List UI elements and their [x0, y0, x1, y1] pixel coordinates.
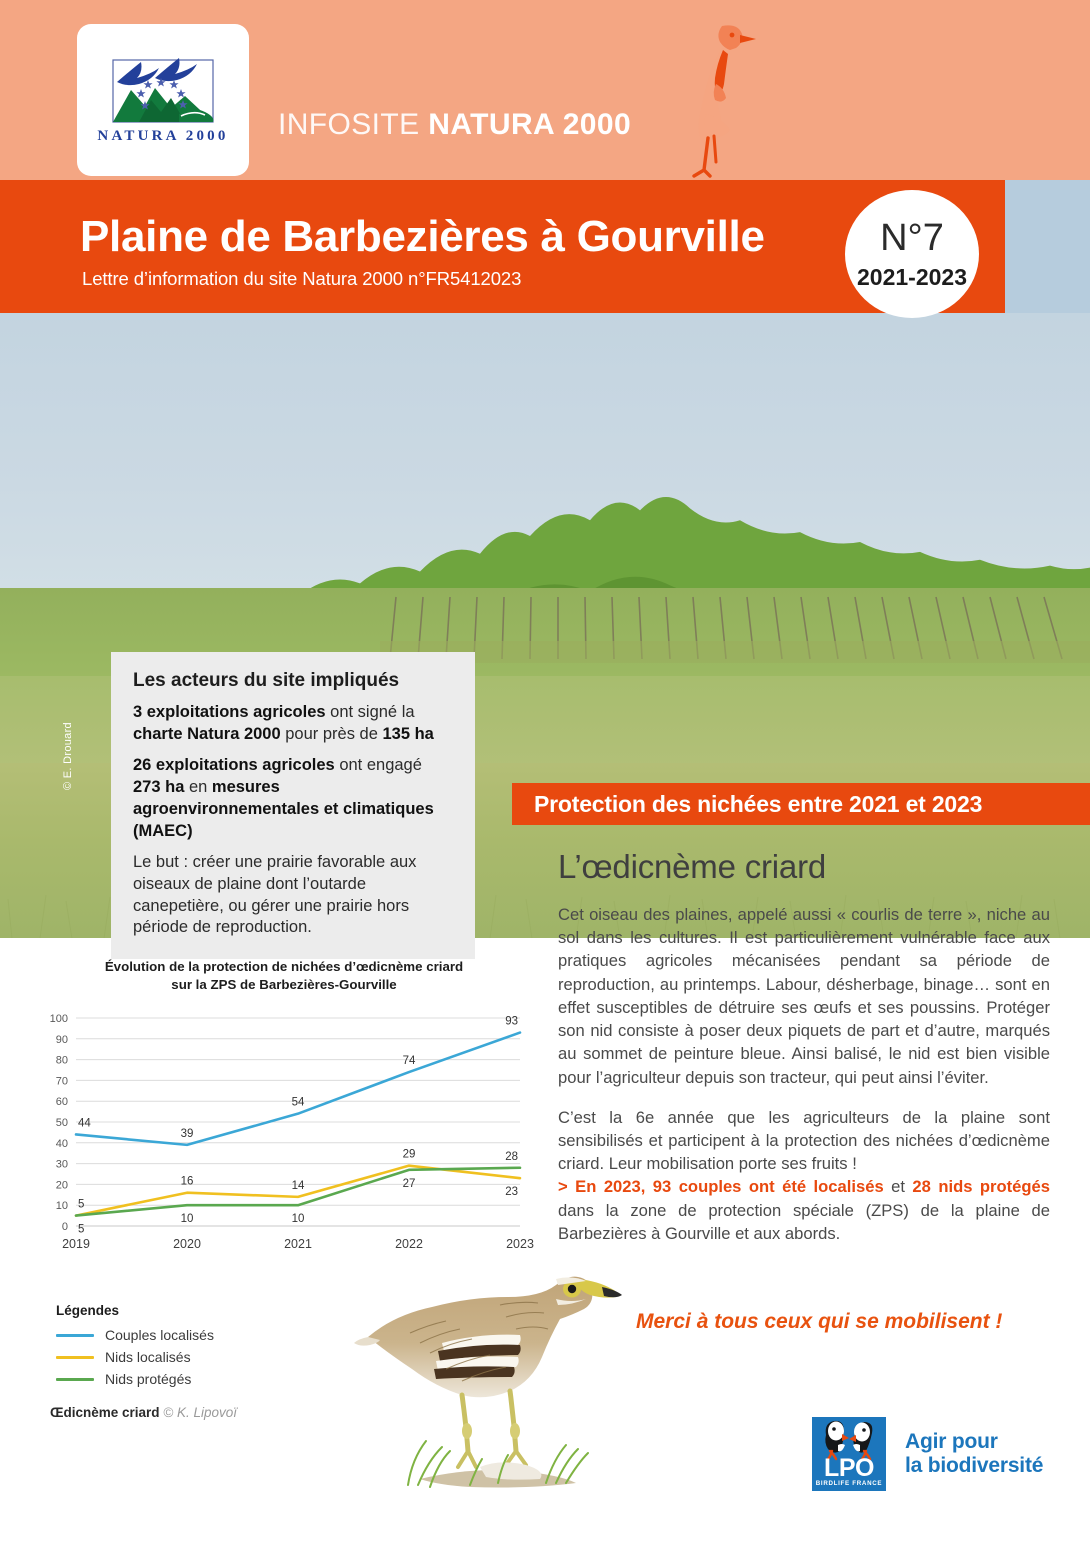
chart-data-label: 74 — [402, 1054, 416, 1067]
info-box-para-1 — [133, 702, 453, 746]
natura2000-logo-icon — [93, 44, 233, 156]
lpo-mark-icon — [812, 1417, 886, 1491]
chart-data-label: 93 — [505, 1015, 518, 1028]
infosite-bold: NATURA 2000 — [428, 108, 632, 141]
chart-x-tick-label: 2022 — [395, 1236, 423, 1251]
article-p3-mid: et — [883, 1177, 913, 1197]
lpo-wordmark: LPO — [824, 1454, 874, 1482]
stone-curlew-header-icon — [660, 18, 770, 178]
legend-item-nids-localises — [56, 1349, 316, 1365]
header-blue-strip — [1005, 180, 1090, 313]
chart-data-label: 28 — [505, 1150, 518, 1163]
article-p3-highlight-1: En 2023, 93 couples ont été localisés — [575, 1177, 884, 1197]
stone-curlew-illustration — [350, 1245, 650, 1505]
legend-label-nids-localises: Nids localisés — [105, 1349, 191, 1365]
legend-item-couples — [56, 1327, 316, 1343]
chart-y-tick-label: 50 — [55, 1116, 68, 1129]
chart-y-tick-label: 20 — [55, 1179, 68, 1192]
chart-y-tick-label: 80 — [55, 1054, 68, 1067]
legend-label-couples: Couples localisés — [105, 1327, 214, 1343]
legend-item-nids-proteges — [56, 1371, 316, 1387]
chart-title — [34, 958, 534, 994]
info-box-p2-c: 273 ha — [133, 777, 185, 796]
chart-y-tick-label: 40 — [55, 1137, 68, 1150]
bird-credit-author: © K. Lipovoï — [163, 1405, 238, 1420]
article-p3-marker: > — [558, 1177, 576, 1197]
chart-y-tick-label: 90 — [55, 1033, 68, 1046]
issue-badge — [845, 190, 979, 318]
info-box-actors — [111, 652, 475, 959]
chart-x-tick-label: 2019 — [62, 1236, 90, 1251]
info-box-para-2 — [133, 755, 453, 843]
bird-illustration-credit — [50, 1405, 237, 1420]
info-box-p2-e: mesures agroenvironnementales et climatiques (MAEC) — [133, 777, 434, 840]
chart-series-line — [76, 1032, 520, 1144]
info-box-p2-d: en — [184, 777, 212, 796]
chart-data-label: 5 — [78, 1198, 85, 1211]
lpo-logo — [812, 1402, 1064, 1506]
line-chart — [34, 1002, 534, 1262]
chart-title-line-1: Évolution de la protection de nichées d’œdicnème criard — [104, 959, 464, 974]
chart-y-tick-label: 30 — [55, 1158, 68, 1171]
lpo-tagline — [905, 1430, 1043, 1479]
chart-legend — [56, 1303, 316, 1393]
chart-data-label: 27 — [402, 1177, 416, 1190]
chart-data-label: 10 — [291, 1213, 305, 1226]
natura2000-wordmark: NATURA 2000 — [97, 128, 229, 144]
chart-x-tick-label: 2020 — [173, 1236, 201, 1251]
issue-years: 2021-2023 — [857, 264, 967, 290]
thanks-message: Merci à tous ceux qui se mobilisent ! — [636, 1310, 1003, 1333]
chart-container — [34, 958, 534, 1258]
infosite-brand — [278, 108, 631, 142]
chart-title-line-2: sur la ZPS de Barbezières-Gourville — [171, 976, 397, 992]
chart-data-label: 39 — [180, 1127, 194, 1140]
chart-y-tick-label: 100 — [49, 1012, 68, 1025]
info-box-para-3: Le but : créer une prairie favorable aux oiseaux de plaine dont l’outarde canepetière, ou gérer une prairie hors période de reproduction. — [133, 852, 417, 937]
chart-data-label: 29 — [402, 1148, 416, 1161]
info-box-p1-c: charte Natura 2000 — [133, 724, 281, 743]
lpo-tagline-line-2: la biodiversité — [905, 1454, 1044, 1477]
chart-data-label: 16 — [180, 1175, 194, 1188]
info-box-p1-d: pour près de — [280, 724, 383, 743]
chart-y-tick-label: 70 — [55, 1075, 68, 1088]
legend-swatch-nids-localises — [56, 1356, 94, 1359]
info-box-p2-b: ont engagé — [334, 755, 422, 774]
photo-credit: © E. Drouard — [62, 722, 74, 790]
info-box-p1-e: 135 ha — [382, 724, 434, 743]
chart-data-label: 44 — [78, 1117, 91, 1130]
natura2000-logo-card — [77, 24, 249, 176]
photo-vineyard-posts — [380, 563, 1090, 663]
article-paragraph-1: Cet oiseau des plaines, appelé aussi « courlis de terre », niche au sol dans les cultures. Il est particulièrement vulnérable face aux pratiques agricoles mécanisées pendant sa période de reproduction, au printemps. Labour, désherbage, binage… sont en effet susceptibles de détruire ses œufs et ses poussins. Protéger son nid consiste à poser deux piquets de part et d’autre, marqués au sommet de peinture bleue. Ainsi balisé, le nid est bien visible pour l’agriculteur depuis son tracteur, qui peut ainsi l’éviter. — [558, 905, 1050, 1087]
article-column — [558, 848, 1050, 1262]
legend-swatch-nids-proteges — [56, 1378, 94, 1381]
chart-y-tick-label: 10 — [55, 1200, 68, 1213]
legend-label-nids-proteges: Nids protégés — [105, 1371, 192, 1387]
bird-name: Œdicnème criard — [50, 1405, 164, 1420]
chart-x-tick-label: 2021 — [284, 1236, 312, 1251]
chart-data-label: 14 — [291, 1179, 305, 1192]
article-p3-tail: dans la zone de protection spéciale (ZPS) de la plaine de Barbezières à Gourville et aux abords. — [558, 1200, 1050, 1243]
lpo-subwordmark: BIRDLIFE FRANCE — [815, 1480, 883, 1487]
info-box-heading: Les acteurs du site impliqués — [133, 670, 400, 691]
page-title: Plaine de Barbezières à Gourville — [80, 212, 765, 261]
info-box-p1-b: ont signé la — [325, 703, 415, 721]
legend-swatch-couples — [56, 1334, 94, 1337]
section-banner — [512, 783, 1090, 825]
info-box-p1-a: 3 exploitations agricoles — [133, 703, 326, 721]
chart-data-label: 10 — [180, 1213, 194, 1226]
page-subtitle: Lettre d’information du site Natura 2000 n°FR5412023 — [82, 268, 522, 289]
chart-data-label: 54 — [291, 1096, 305, 1109]
article-paragraph-2: C’est la 6e année que les agriculteurs de la plaine sont sensibilisés et participent à la protection des nichées d’œdicnème criard. Leur mobilisation porte ses fruits ! — [558, 1107, 1050, 1174]
section-banner-label: Protection des nichées entre 2021 et 2023 — [534, 790, 983, 817]
article-p3-highlight-2: 28 nids protégés — [912, 1177, 1050, 1197]
legend-heading: Légendes — [56, 1303, 120, 1318]
lpo-tagline-line-1: Agir pour — [905, 1429, 998, 1453]
article-title: L’œdicnème criard — [558, 848, 827, 885]
infosite-prefix: INFOSITE — [278, 108, 429, 141]
chart-x-tick-label: 2023 — [506, 1236, 534, 1251]
chart-data-label: 5 — [78, 1223, 85, 1236]
chart-data-label: 23 — [505, 1186, 518, 1199]
issue-number: N°7 — [880, 217, 944, 259]
chart-y-tick-label: 0 — [61, 1220, 68, 1233]
chart-y-tick-label: 60 — [55, 1096, 68, 1109]
info-box-p2-a: 26 exploitations agricoles — [133, 755, 335, 774]
article-paragraph-3 — [558, 1175, 1050, 1245]
